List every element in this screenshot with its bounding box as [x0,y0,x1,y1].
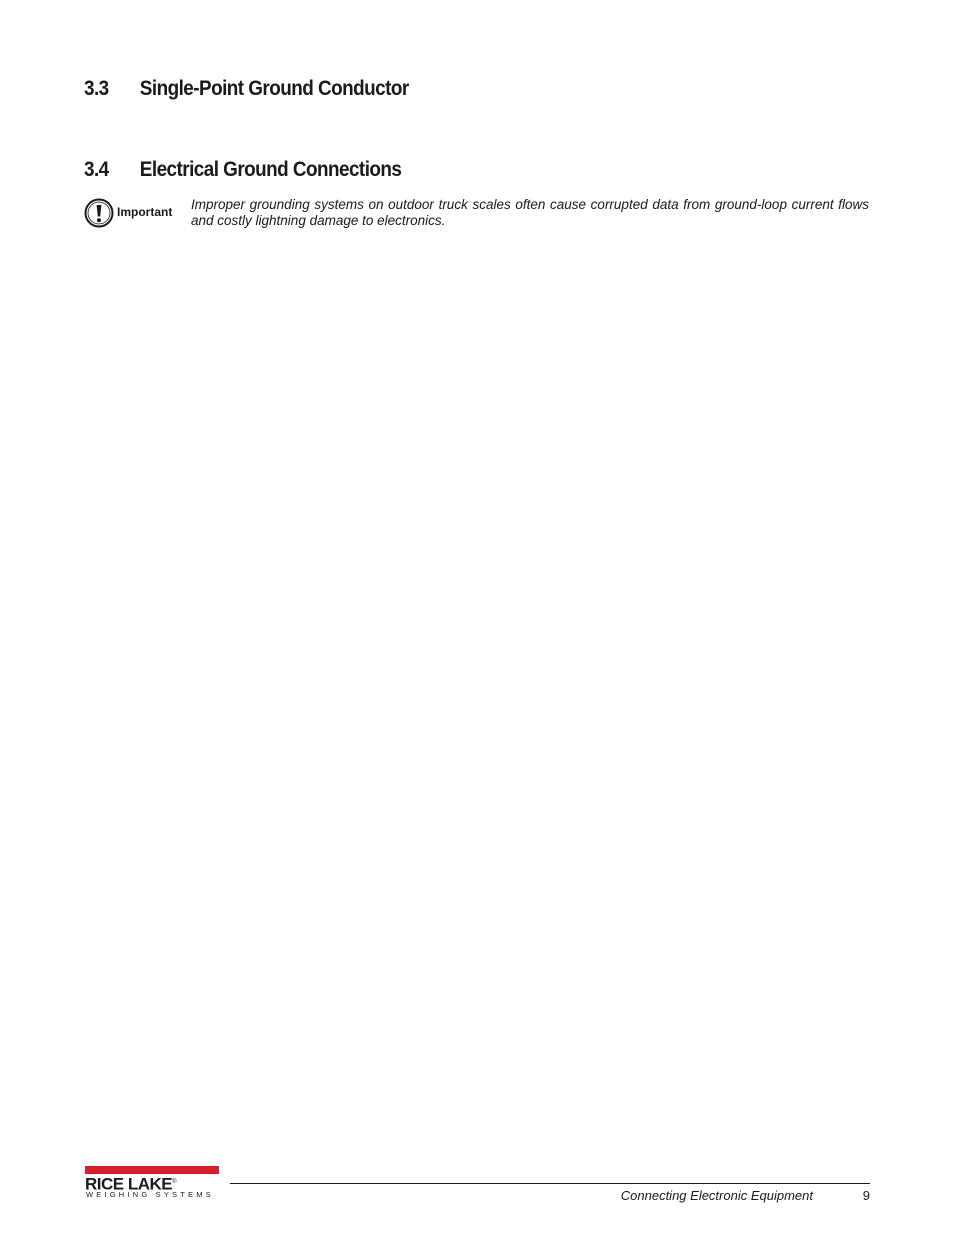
page-number: 9 [862,1188,870,1203]
logo-registered-mark: ® [172,1179,177,1185]
section-title: Electrical Ground Connections [139,158,402,181]
section-heading-3-4 [84,158,401,182]
important-text: Improper grounding systems on outdoor truck scales often cause corrupted data from ground-loop current flows and costly lightning damage to electronics. [191,197,869,228]
footer-rule [230,1183,870,1184]
exclamation-circle-icon [84,198,114,228]
important-label: Important [117,205,173,219]
rice-lake-logo [85,1166,221,1200]
section-title: Single-Point Ground Conductor [139,77,409,100]
important-note [84,197,870,231]
section-number: 3.4 [84,158,109,181]
section-heading-3-3 [84,77,409,101]
logo-name: RICE LAKE [85,1174,173,1194]
footer-section-title: Connecting Electronic Equipment [620,1188,813,1203]
section-number: 3.3 [84,77,109,100]
logo-tagline: WEIGHING SYSTEMS [86,1190,214,1199]
